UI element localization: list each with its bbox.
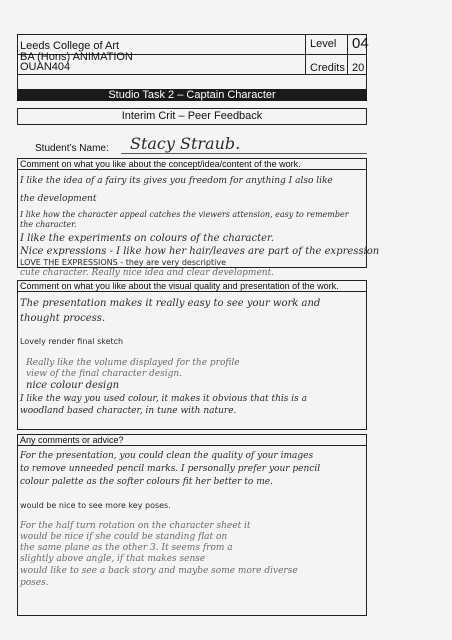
header-col-divider-1 (305, 34, 306, 74)
handwritten-line: The presentation makes it really easy to see your work and (20, 298, 321, 309)
handwritten-line: woodland based character, in tune with nature. (20, 406, 237, 416)
section-3-prompt: Any comments or advice? (20, 435, 124, 445)
handwritten-line: Lovely render final sketch (20, 337, 124, 346)
section-3-prompt-rule (17, 445, 367, 446)
section-2-prompt: Comment on what you like about the visual quality and presentation of the work. (20, 281, 339, 291)
handwritten-line: I like the idea of a fairy its gives you freedom for anything I also like (20, 176, 333, 186)
handwritten-line: LOVE THE EXPRESSIONS - they are very descriptive (20, 258, 226, 267)
crit-title: Interim Crit – Peer Feedback (17, 108, 367, 125)
student-name-label: Student’s Name: (35, 143, 109, 154)
section-1-prompt: Comment on what you like about the concept/idea/content of the work. (20, 159, 301, 169)
handwritten-line: Really like the volume displayed for the profile (26, 358, 240, 368)
handwritten-line: Nice expressions - I like how her hair/leaves are part of the expression (20, 246, 380, 257)
handwritten-line: For the half turn rotation on the character sheet it (20, 521, 251, 531)
student-name-line (121, 153, 367, 154)
handwritten-line: slightly above angle, if that makes sense (20, 554, 206, 564)
course-name: BA (Hons) ANIMATION (20, 51, 133, 63)
handwritten-line: would be nice to see more key poses. (20, 501, 171, 510)
header-col-divider-2 (347, 34, 348, 74)
credits-value: 20 (352, 62, 365, 74)
handwritten-line: For the presentation, you could clean the quality of your images (20, 451, 314, 461)
task-title-bar: Studio Task 2 – Captain Character (17, 89, 367, 101)
handwritten-line: I like how the character appeal catches the viewers attension, easy to remember (20, 210, 349, 219)
handwritten-line: to remove unneeded pencil marks. I personally prefer your pencil (20, 464, 321, 474)
header-divider-2 (17, 74, 367, 75)
handwritten-line: would like to see a back story and maybe some more diverse (20, 566, 298, 576)
handwritten-line: I like the experiments on colours of the character. (20, 233, 274, 244)
section-2-prompt-rule (17, 291, 367, 292)
level-value: 04 (352, 35, 369, 52)
handwritten-line: poses. (20, 578, 49, 588)
handwritten-line: colour palette as the softer colours fit her better to me. (20, 477, 273, 487)
handwritten-line: nice colour design (26, 380, 120, 391)
level-label: Level (310, 38, 337, 50)
student-name: Stacy Straub. (130, 134, 241, 153)
handwritten-line: view of the final character design. (26, 369, 182, 379)
handwritten-line: the development (20, 194, 97, 204)
handwritten-line: the character. (20, 220, 77, 229)
section-1-prompt-rule (17, 169, 367, 170)
handwritten-line: cute character. Really nice idea and clear development. (20, 268, 275, 278)
handwritten-line: I like the way you used colour, it makes it obvious that this is a (20, 394, 307, 404)
module-code: OUAN404 (20, 61, 71, 73)
handwritten-line: thought process. (20, 313, 106, 324)
handwritten-line: would be nice if she could be standing flat on (20, 532, 228, 542)
credits-label: Credits (310, 62, 345, 74)
college-name: Leeds College of Art (20, 40, 120, 52)
handwritten-line: the same plane as the other 3. It seems from a (20, 543, 233, 553)
